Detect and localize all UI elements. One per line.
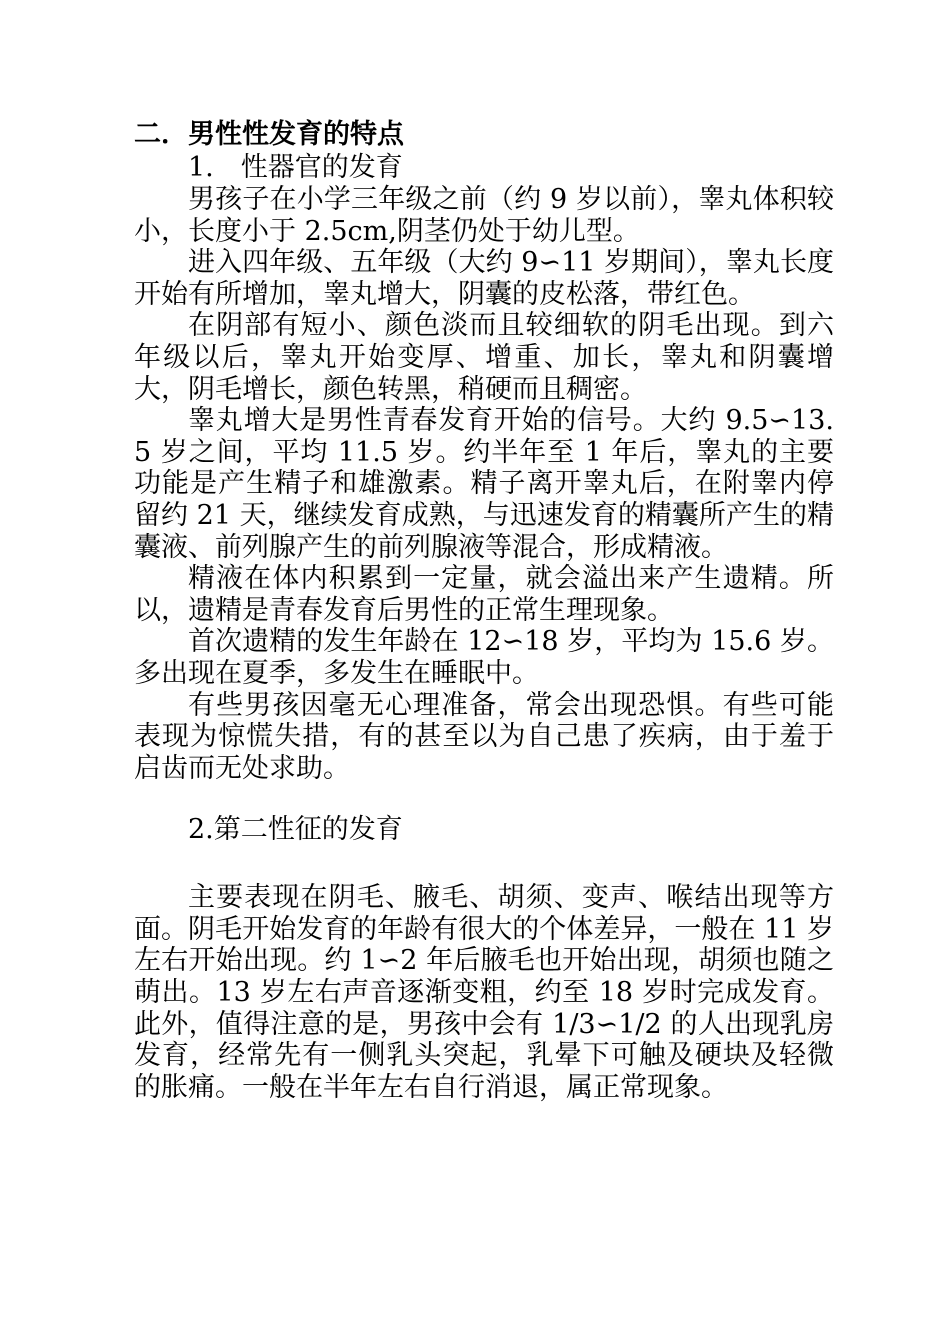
paragraph: 男孩子在小学三年级之前（约 9 岁以前），睾丸体积较小，长度小于 2.5cm,阴茎仍处于幼儿型。 bbox=[134, 184, 834, 247]
paragraph: 主要表现在阴毛、腋毛、胡须、变声、喉结出现等方面。阴毛开始发育的年龄有很大的个体差异，一般在 11 岁左右开始出现。约 1∽2 年后腋毛也开始出现，胡须也随之萌出。13 岁左右声音逐渐变粗，约至 18 岁时完成发育。此外，值得注意的是，男孩中会有 1/3∽1/2 的人出现乳房发育，经常先有一侧乳头突起，乳晕下可触及硬块及轻微的胀痛。一般在半年左右自行消退，属正常现象。 bbox=[134, 882, 834, 1103]
document-page bbox=[134, 118, 834, 1103]
subsection-title-2: 2.第二性征的发育 bbox=[188, 814, 403, 846]
paragraph: 进入四年级、五年级（大约 9∽11 岁期间），睾丸长度开始有所增加，睾丸增大，阴囊的皮松落，带红色。 bbox=[134, 247, 834, 310]
paragraph: 精液在体内积累到一定量，就会溢出来产生遗精。所以，遗精是青春发育后男性的正常生理现象。 bbox=[134, 563, 834, 626]
paragraph: 在阴部有短小、颜色淡而且较细软的阴毛出现。到六年级以后，睾丸开始变厚、增重、加长，睾丸和阴囊增大，阴毛增长，颜色转黑，稍硬而且稠密。 bbox=[134, 310, 834, 405]
spacer bbox=[134, 784, 834, 814]
paragraph: 睾丸增大是男性青春发育开始的信号。大约 9.5∽13.5 岁之间，平均 11.5 岁。约半年至 1 年后，睾丸的主要功能是产生精子和雄激素。精子离开睾丸后，在附睾内停留约 21 天，继续发育成熟，与迅速发育的精囊所产生的精囊液、前列腺产生的前列腺液等混合，形成精液。 bbox=[134, 405, 834, 563]
spacer bbox=[134, 846, 834, 882]
paragraph: 有些男孩因毫无心理准备，常会出现恐惧。有些可能表现为惊慌失措，有的甚至以为自己患了疾病，由于羞于启齿而无处求助。 bbox=[134, 689, 834, 784]
paragraph: 首次遗精的发生年龄在 12∽18 岁，平均为 15.6 岁。多出现在夏季，多发生在睡眠中。 bbox=[134, 626, 834, 689]
subsection-title-1: 1. 性器官的发育 bbox=[188, 152, 403, 183]
section-title: 二．男性性发育的特点 bbox=[134, 119, 404, 150]
